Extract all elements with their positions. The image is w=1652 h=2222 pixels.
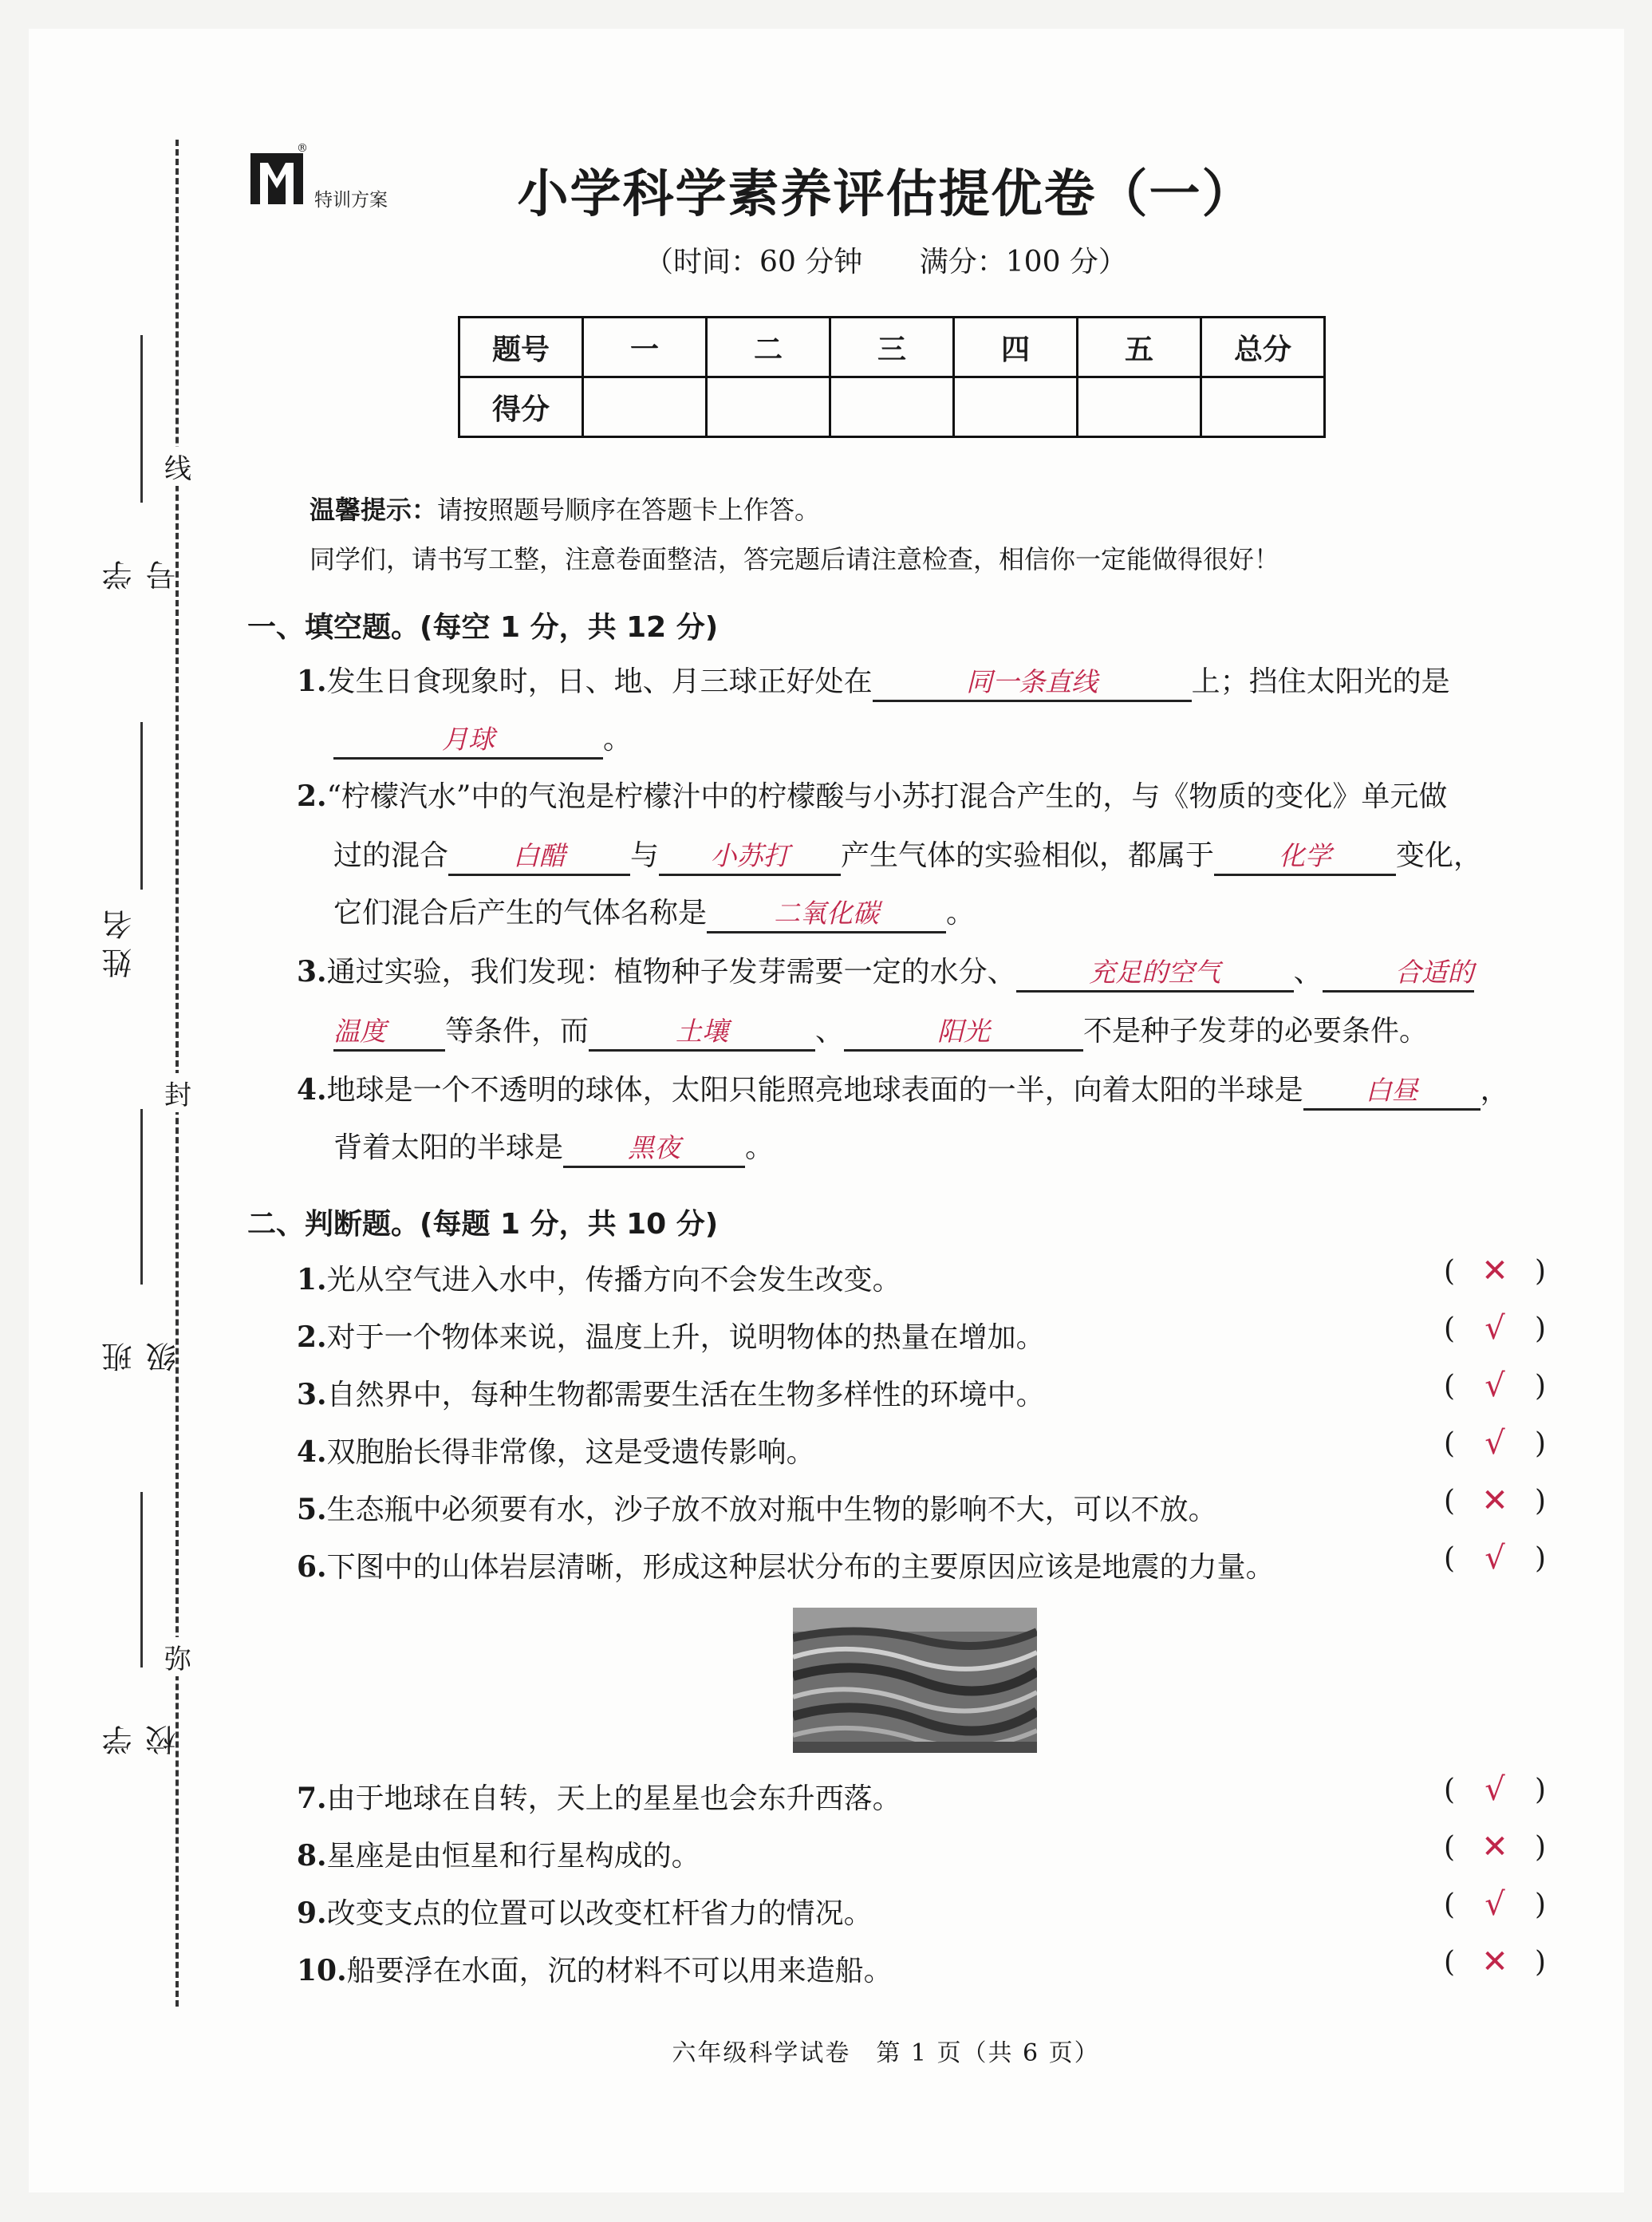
question-text: 星座是由恒星和行星构成的。 bbox=[326, 1840, 700, 1873]
score-table-header-row bbox=[459, 318, 1325, 377]
field-school[interactable] bbox=[97, 1492, 181, 1755]
judge-question-4 bbox=[297, 1430, 815, 1470]
answer-mark-icon: ✕ bbox=[1481, 1944, 1508, 1980]
judge-answer-2[interactable] bbox=[1444, 1310, 1546, 1347]
paren-close: ) bbox=[1534, 1369, 1546, 1403]
tips-text-1: 请按照题号顺序在答题卡上作答。 bbox=[437, 495, 821, 525]
answer-blank[interactable]: 土壤 bbox=[589, 1016, 815, 1052]
judge-answer-4[interactable] bbox=[1444, 1425, 1546, 1462]
fill-question-1-cont bbox=[333, 716, 632, 760]
question-number: 6. bbox=[297, 1550, 327, 1584]
score-table-row-label: 得分 bbox=[459, 377, 583, 437]
fill-question-3-cont bbox=[333, 1008, 1428, 1052]
question-text: “柠檬汽水”中的气泡是柠檬汁中的柠檬酸与小苏打混合产生的，与《物质的变化》单元做 bbox=[326, 780, 1448, 813]
paren-open: ( bbox=[1444, 1945, 1456, 1979]
judge-question-3 bbox=[297, 1372, 1045, 1413]
paren-open: ( bbox=[1444, 1830, 1456, 1864]
page-title: 小学科学素养评估提优卷（一） bbox=[517, 164, 1255, 224]
question-number: 10. bbox=[297, 1954, 347, 1987]
field-name[interactable] bbox=[97, 722, 161, 985]
score-cell[interactable] bbox=[830, 377, 954, 437]
section-fill-blank-title: 一、填空题。(每空 1 分，共 12 分) bbox=[247, 611, 719, 644]
judge-question-7 bbox=[297, 1776, 901, 1817]
question-number: 1. bbox=[297, 665, 327, 698]
question-text: 背着太阳的半球是 bbox=[333, 1131, 564, 1164]
score-table-header-cell: 五 bbox=[1078, 318, 1201, 377]
answer-mark-icon: √ bbox=[1484, 1310, 1505, 1347]
answer-blank[interactable]: 充足的空气 bbox=[1016, 957, 1294, 993]
field-school-label: 学校 bbox=[102, 1717, 181, 1755]
fill-question-2 bbox=[297, 774, 1447, 815]
question-text: 、 bbox=[1293, 956, 1323, 989]
question-text: 通过实验，我们发现：植物种子发芽需要一定的水分、 bbox=[326, 956, 1016, 989]
judge-answer-8[interactable] bbox=[1444, 1829, 1546, 1865]
question-text: 它们混合后产生的气体名称是 bbox=[333, 897, 708, 929]
binding-char-mi: 弥 bbox=[164, 1637, 192, 1676]
rock-strata-photo bbox=[793, 1608, 1037, 1753]
paren-open: ( bbox=[1444, 1773, 1456, 1806]
tips-line-1 bbox=[310, 490, 820, 527]
judge-question-8 bbox=[297, 1833, 700, 1874]
field-class-label: 班级 bbox=[102, 1334, 181, 1372]
answer-blank[interactable]: 温度 bbox=[333, 1016, 445, 1052]
judge-answer-1[interactable] bbox=[1444, 1253, 1546, 1289]
judge-answer-9[interactable] bbox=[1444, 1886, 1546, 1923]
judge-answer-5[interactable] bbox=[1444, 1482, 1546, 1519]
judge-question-2 bbox=[297, 1315, 1045, 1356]
answer-blank[interactable]: 化学 bbox=[1214, 840, 1396, 876]
binding-char-xian: 线 bbox=[164, 447, 192, 486]
question-number: 2. bbox=[297, 1320, 327, 1354]
judge-answer-6[interactable] bbox=[1444, 1540, 1546, 1577]
field-student-id[interactable] bbox=[97, 335, 181, 590]
question-text: 改变支点的位置可以改变杠杆省力的情况。 bbox=[326, 1897, 873, 1930]
question-text: 过的混合 bbox=[333, 839, 449, 872]
question-number: 4. bbox=[297, 1435, 327, 1469]
answer-mark-icon: ✕ bbox=[1481, 1829, 1508, 1865]
page-footer: 六年级科学试卷 第 1 页（共 6 页） bbox=[672, 2039, 1100, 2067]
field-student-id-line[interactable] bbox=[140, 335, 143, 503]
question-number: 7. bbox=[297, 1782, 327, 1815]
judge-question-9 bbox=[297, 1891, 873, 1932]
full-score: 满分：100 分） bbox=[919, 246, 1127, 278]
paren-open: ( bbox=[1444, 1888, 1456, 1921]
question-text: 船要浮在水面，沉的材料不可以用来造船。 bbox=[346, 1955, 893, 1987]
score-table-header-cell: 二 bbox=[707, 318, 830, 377]
answer-blank[interactable]: 白醋 bbox=[448, 840, 630, 876]
answer-blank[interactable]: 黑夜 bbox=[563, 1132, 745, 1168]
paren-open: ( bbox=[1444, 1369, 1456, 1403]
question-text: 由于地球在自转，天上的星星也会东升西落。 bbox=[326, 1782, 901, 1815]
score-table-header-cell: 总分 bbox=[1201, 318, 1325, 377]
question-text: 等条件，而 bbox=[445, 1015, 589, 1048]
judge-question-5 bbox=[297, 1487, 1217, 1528]
score-cell[interactable] bbox=[954, 377, 1078, 437]
registered-mark: ® bbox=[297, 142, 308, 155]
answer-mark-icon: √ bbox=[1484, 1540, 1505, 1577]
question-text: 地球是一个不透明的球体，太阳只能照亮地球表面的一半，向着太阳的半球是 bbox=[326, 1074, 1303, 1107]
binding-char-feng: 封 bbox=[164, 1073, 192, 1112]
field-class[interactable] bbox=[97, 1109, 181, 1372]
score-cell[interactable] bbox=[707, 377, 830, 437]
tips-label: 温馨提示： bbox=[310, 495, 438, 525]
score-table-header-cell: 三 bbox=[830, 318, 954, 377]
answer-mark-icon: ✕ bbox=[1481, 1253, 1508, 1289]
judge-question-10 bbox=[297, 1948, 893, 1989]
paren-open: ( bbox=[1444, 1484, 1456, 1518]
answer-mark-icon: √ bbox=[1484, 1886, 1505, 1923]
question-text: 不是种子发芽的必要条件。 bbox=[1083, 1015, 1429, 1048]
fill-question-4 bbox=[297, 1068, 1509, 1111]
answer-blank[interactable]: 月球 bbox=[333, 724, 603, 760]
fill-question-1 bbox=[297, 659, 1450, 702]
answer-blank[interactable]: 合适的 bbox=[1323, 957, 1474, 993]
field-name-line[interactable] bbox=[140, 722, 143, 890]
question-text: 。 bbox=[946, 897, 976, 929]
question-text: 与 bbox=[630, 839, 660, 872]
question-text: 、 bbox=[815, 1015, 845, 1048]
question-number: 8. bbox=[297, 1839, 327, 1873]
judge-question-6 bbox=[297, 1545, 1275, 1585]
fill-question-4-cont bbox=[333, 1125, 774, 1168]
question-text: 双胞胎长得非常像，这是受遗传影响。 bbox=[326, 1436, 815, 1469]
question-text: 自然界中，每种生物都需要生活在生物多样性的环境中。 bbox=[326, 1379, 1045, 1411]
score-cell[interactable] bbox=[583, 377, 707, 437]
score-cell[interactable] bbox=[1201, 377, 1325, 437]
paren-close: ) bbox=[1534, 1888, 1546, 1921]
question-number: 2. bbox=[297, 779, 327, 813]
judge-answer-7[interactable] bbox=[1444, 1771, 1546, 1808]
fill-question-2-cont bbox=[333, 833, 1482, 876]
paren-open: ( bbox=[1444, 1254, 1456, 1288]
answer-blank[interactable]: 二氧化碳 bbox=[707, 898, 946, 933]
question-text: 下图中的山体岩层清晰，形成这种层状分布的主要原因应该是地震的力量。 bbox=[326, 1551, 1275, 1584]
question-text: 。 bbox=[603, 723, 633, 756]
answer-mark-icon: ✕ bbox=[1481, 1482, 1508, 1519]
question-number: 4. bbox=[297, 1073, 327, 1107]
logo-text: 特训方案 bbox=[314, 190, 388, 211]
answer-blank[interactable]: 阳光 bbox=[844, 1016, 1083, 1052]
paren-close: ) bbox=[1534, 1484, 1546, 1518]
score-table bbox=[458, 316, 1326, 438]
answer-mark-icon: √ bbox=[1484, 1425, 1505, 1462]
time-limit: （时间：60 分钟 bbox=[645, 246, 863, 278]
paren-close: ) bbox=[1534, 1541, 1546, 1575]
field-name-label: 姓名 bbox=[102, 902, 137, 978]
question-number: 3. bbox=[297, 955, 327, 989]
score-table-header-cell: 题号 bbox=[459, 318, 583, 377]
question-number: 1. bbox=[297, 1263, 327, 1296]
answer-blank[interactable]: 小苏打 bbox=[659, 840, 841, 876]
paren-close: ) bbox=[1534, 1830, 1546, 1864]
field-class-line[interactable] bbox=[140, 1109, 143, 1285]
score-table-header-cell: 四 bbox=[954, 318, 1078, 377]
question-text: 上；挡住太阳光的是 bbox=[1191, 665, 1450, 698]
paren-open: ( bbox=[1444, 1427, 1456, 1460]
question-text: 发生日食现象时，日、地、月三球正好处在 bbox=[326, 665, 873, 698]
tips-line-2: 同学们，请书写工整，注意卷面整洁，答完题后请注意检查，相信你一定能做得很好！ bbox=[310, 544, 1280, 574]
paren-close: ) bbox=[1534, 1312, 1546, 1345]
field-student-id-label: 学号 bbox=[102, 552, 181, 590]
answer-blank[interactable]: 白昼 bbox=[1303, 1075, 1480, 1111]
question-number: 5. bbox=[297, 1493, 327, 1526]
question-number: 9. bbox=[297, 1896, 327, 1930]
question-text: 变化， bbox=[1396, 839, 1483, 872]
question-text: 生态瓶中必须要有水，沙子放不放对瓶中生物的影响不大，可以不放。 bbox=[326, 1494, 1217, 1526]
paren-close: ) bbox=[1534, 1773, 1546, 1806]
question-number: 3. bbox=[297, 1378, 327, 1411]
score-table-score-row bbox=[459, 377, 1325, 437]
score-table-header-cell: 一 bbox=[583, 318, 707, 377]
answer-mark-icon: √ bbox=[1484, 1368, 1505, 1404]
paren-close: ) bbox=[1534, 1254, 1546, 1288]
fill-question-2-cont2 bbox=[333, 890, 975, 933]
question-text: 。 bbox=[745, 1131, 775, 1164]
answer-mark-icon: √ bbox=[1484, 1771, 1505, 1808]
exam-meta bbox=[0, 239, 1652, 280]
section-true-false-title: 二、判断题。(每题 1 分，共 10 分) bbox=[247, 1208, 719, 1241]
question-text: 对于一个物体来说，温度上升，说明物体的热量在增加。 bbox=[326, 1321, 1045, 1354]
judge-question-1 bbox=[297, 1257, 901, 1298]
fill-question-3 bbox=[297, 949, 1474, 993]
paren-open: ( bbox=[1444, 1541, 1456, 1575]
paren-open: ( bbox=[1444, 1312, 1456, 1345]
answer-blank[interactable]: 同一条直线 bbox=[873, 666, 1192, 702]
question-text: 光从空气进入水中，传播方向不会发生改变。 bbox=[326, 1264, 901, 1296]
judge-answer-3[interactable] bbox=[1444, 1368, 1546, 1404]
score-cell[interactable] bbox=[1078, 377, 1201, 437]
field-school-line[interactable] bbox=[140, 1492, 143, 1667]
question-text: ， bbox=[1480, 1074, 1509, 1107]
question-text: 产生气体的实验相似，都属于 bbox=[841, 839, 1215, 872]
judge-answer-10[interactable] bbox=[1444, 1944, 1546, 1980]
paren-close: ) bbox=[1534, 1427, 1546, 1460]
paren-close: ) bbox=[1534, 1945, 1546, 1979]
